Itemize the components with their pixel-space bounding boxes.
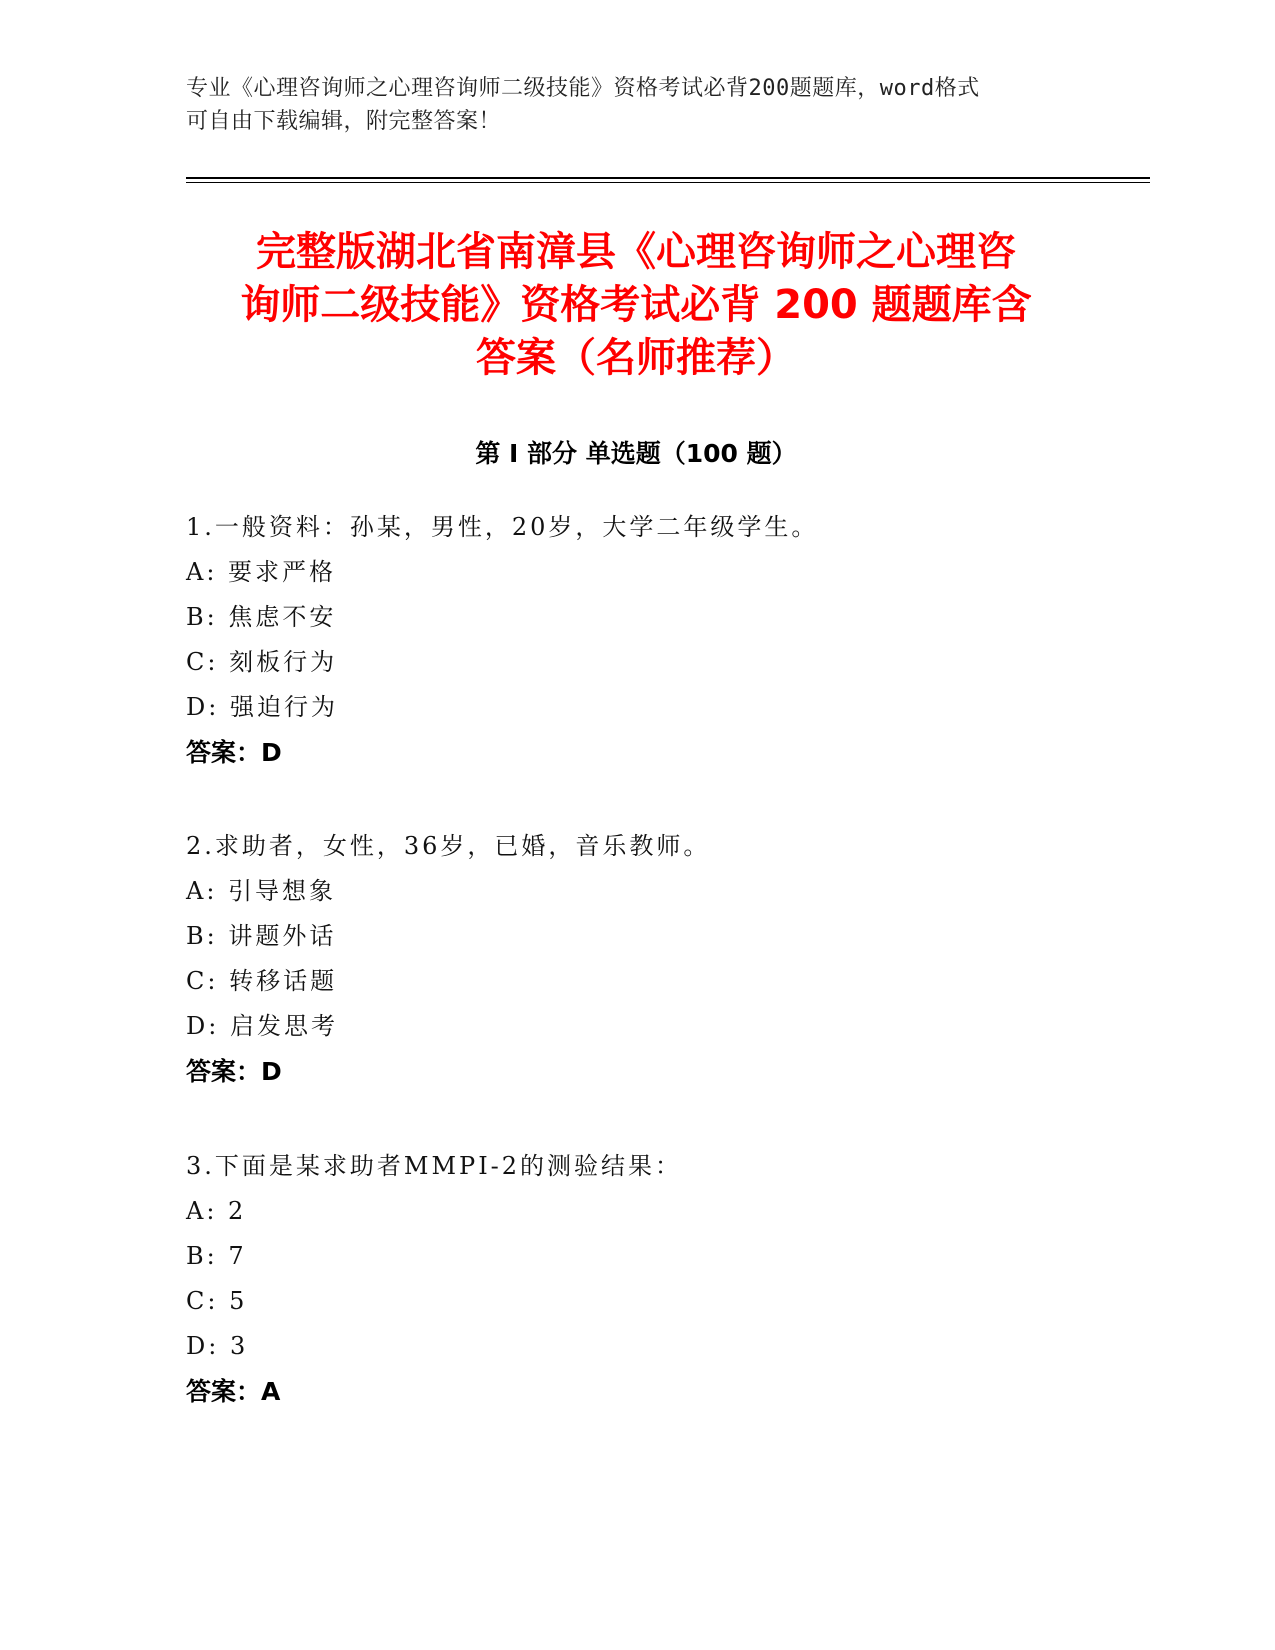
answer-label: 答案：A: [186, 1377, 281, 1406]
answer-label: 答案：D: [186, 1057, 282, 1086]
header-divider-thin: [186, 182, 1150, 183]
question-stem: 1.一般资料：孙某，男性，20岁，大学二年级学生。: [186, 513, 819, 541]
header-note-line-1: 专业《心理咨询师之心理咨询师二级技能》资格考试必背200题题库，word格式: [186, 76, 980, 101]
question-stem: 3.下面是某求助者MMPI-2的测验结果：: [186, 1152, 683, 1180]
document-title-line-1: 完整版湖北省南漳县《心理咨询师之心理咨: [256, 229, 1016, 275]
header-note-line-2: 可自由下载编辑，附完整答案！: [186, 109, 502, 134]
option-c: C: 刻板行为: [186, 648, 338, 676]
option-b: B: 讲题外话: [186, 922, 337, 950]
option-d: D: 启发思考: [186, 1012, 338, 1040]
option-b: B: 7: [186, 1242, 247, 1270]
question-2: [186, 824, 1086, 1094]
question-stem: 2.求助者，女性，36岁，已婚，音乐教师。: [186, 832, 711, 860]
option-c: C: 转移话题: [186, 967, 338, 995]
option-a: A: 2: [186, 1197, 247, 1225]
option-a: A: 要求严格: [186, 558, 337, 586]
header-note: [186, 72, 1086, 138]
document-title: [186, 226, 1086, 385]
question-3: [186, 1144, 1086, 1414]
document-title-line-2: 询师二级技能》资格考试必背 200 题题库含: [240, 282, 1032, 328]
option-d: D: 强迫行为: [186, 693, 338, 721]
document-title-line-3: 答案（名师推荐）: [476, 335, 796, 381]
question-1: [186, 505, 1086, 775]
header-divider-thick: [186, 177, 1150, 179]
option-a: A: 引导想象: [186, 877, 337, 905]
option-b: B: 焦虑不安: [186, 603, 337, 631]
section-heading: 第 I 部分 单选题（100 题）: [475, 439, 797, 468]
answer-label: 答案：D: [186, 738, 282, 767]
option-c: C: 5: [186, 1287, 248, 1315]
option-d: D: 3: [186, 1332, 249, 1360]
